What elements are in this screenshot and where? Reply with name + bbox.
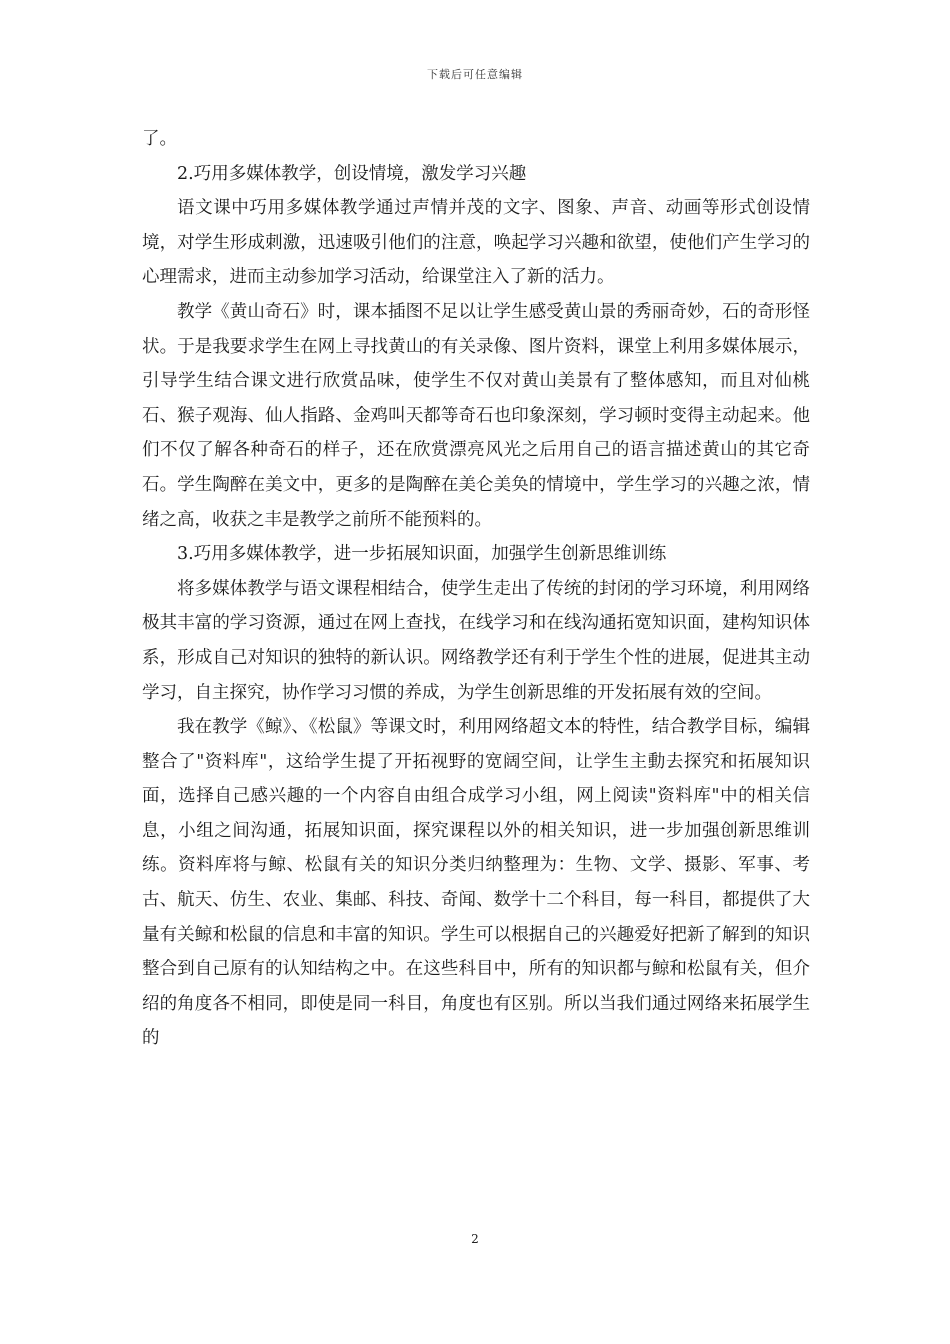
paragraph: 我在教学《鲸》、《松鼠》等课文时，利用网络超文本的特性，结合教学目标，编辑整合了"资料库"，这给学生提了开拓视野的宽阔空间，让学生主動去探究和拓展知识面，选择自己感兴趣的一个内容自由组合成学习小组，网上阅读"资料库"中的相关信息，小组之间沟通，拓展知识面，探究课程以外的相关知识，进一步加强创新思维训练。资料库将与鲸、松鼠有关的知识分类归纳整理为：生物、文学、摄影、军事、考古、航天、仿生、农业、集邮、科技、奇闻、数学十二个科目，每一科目，都提供了大量有关鲸和松鼠的信息和丰富的知识。学生可以根据自己的兴趣爱好把新了解到的知识整合到自己原有的认知结构之中。在这些科目中，所有的知识都与鲸和松鼠有关，但介绍的角度各不相同，即使是同一科目，角度也有区别。所以当我们通过网络来拓展学生的 [142, 717, 810, 1049]
paragraph: 教学《黄山奇石》时，课本插图不足以让学生感受黄山景的秀丽奇妙，石的奇形怪状。于是我要求学生在网上寻找黄山的有关录像、图片资料，课堂上利用多媒体展示，引导学生结合课文进行欣赏品味，使学生不仅对黄山美景有了整体感知，而且对仙桃石、猴子观海、仙人指路、金鸡叫天都等奇石也印象深刻，学习顿时变得主动起来。他们不仅了解各种奇石的样子，还在欣赏漂亮风光之后用自己的语言描述黄山的其它奇石。学生陶醉在美文中，更多的是陶醉在美仑美奂的情境中，学生学习的兴趣之浓，情绪之高，收获之丰是教学之前所不能预料的。 [142, 301, 810, 530]
page-number: 2 [471, 1232, 479, 1246]
paragraph: 将多媒体教学与语文课程相结合，使学生走出了传统的封闭的学习环境，利用网络极其丰富的学习资源，通过在网上查找，在线学习和在线沟通拓宽知识面，建构知识体系，形成自己对知识的独特的新认识。网络教学还有利于学生个性的进展，促进其主动学习，自主探究，协作学习习惯的养成，为学生创新思维的开发拓展有效的空间。 [142, 578, 810, 703]
section-heading-2: 2.巧用多媒体教学，创设情境，激发学习兴趣 [177, 163, 527, 184]
paragraph-continuation: 了。 [142, 129, 177, 149]
page-header: 下载后可任意编辑 [427, 68, 523, 81]
document-body [142, 122, 810, 1056]
section-heading-3: 3.巧用多媒体教学，进一步拓展知识面，加强学生创新思维训练 [177, 544, 667, 565]
paragraph: 语文课中巧用多媒体教学通过声情并茂的文字、图象、声音、动画等形式创设情境，对学生形成刺激，迅速吸引他们的注意，唤起学习兴趣和欲望，使他们产生学习的心理需求，进而主动参加学习活动，给课堂注入了新的活力。 [142, 198, 810, 288]
